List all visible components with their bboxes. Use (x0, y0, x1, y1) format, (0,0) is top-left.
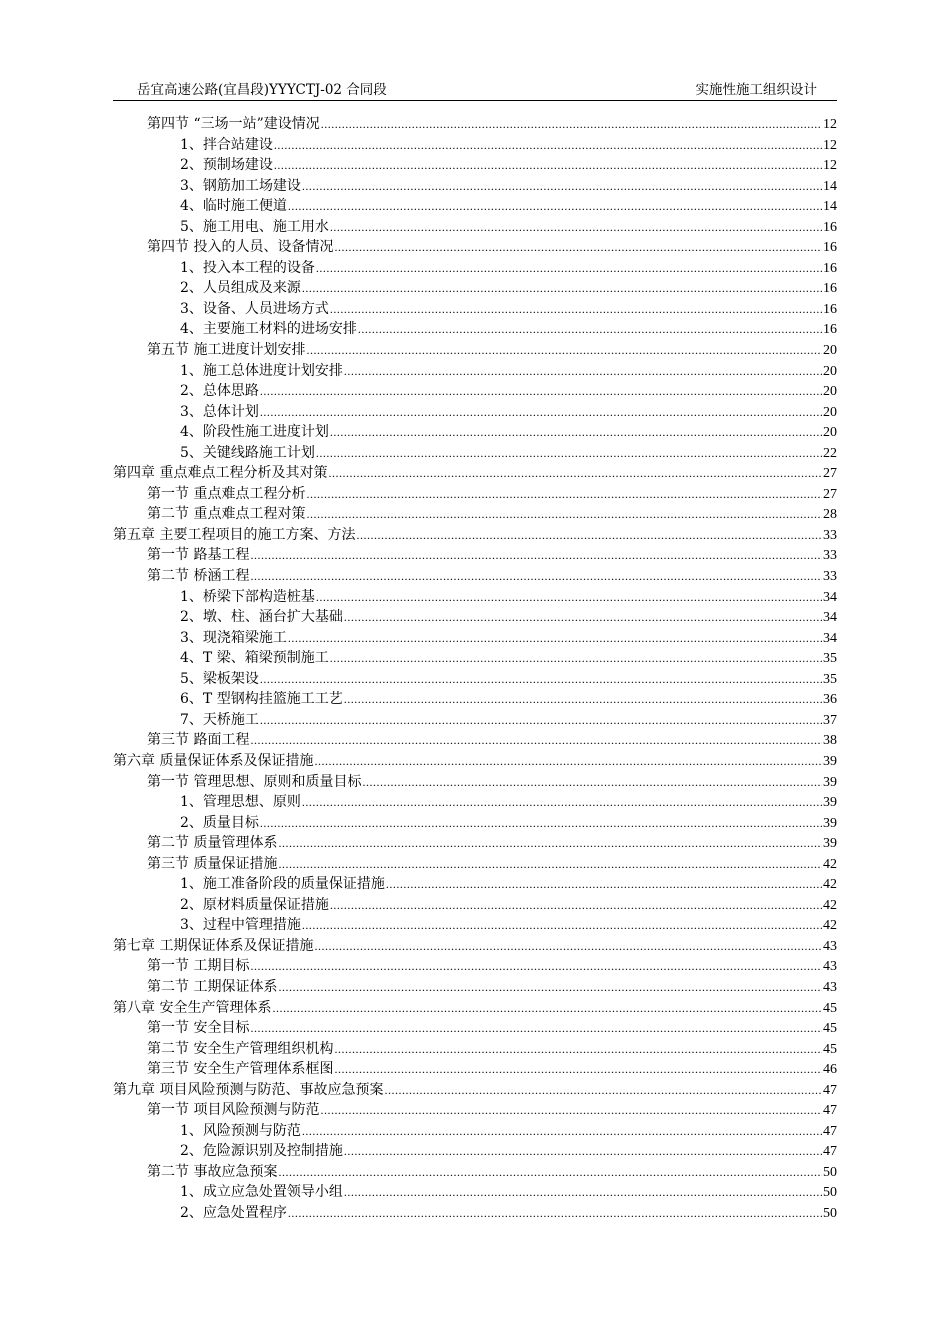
toc-entry-page-number: 35 (823, 671, 837, 687)
toc-section-entry[interactable] (113, 977, 837, 998)
toc-entry-title: 第五章 主要工程项目的施工方案、方法 (113, 526, 356, 543)
toc-dot-leader (321, 114, 822, 135)
toc-dot-leader (260, 813, 822, 834)
toc-chapter-entry[interactable] (113, 936, 837, 957)
toc-subsection-entry[interactable] (113, 1141, 837, 1162)
toc-entry-title: 2、墩、柱、涵台扩大基础 (180, 609, 343, 626)
toc-dot-leader (306, 340, 822, 361)
toc-entry-page-number: 16 (823, 260, 837, 276)
toc-dot-leader (260, 381, 822, 402)
toc-entry-title: 1、桥梁下部构造桩基 (180, 588, 315, 605)
toc-entry-page-number: 16 (823, 219, 837, 235)
toc-entry-title: 3、总体计划 (180, 403, 259, 420)
toc-entry-page-number: 42 (823, 877, 837, 893)
toc-entry-page-number: 37 (823, 712, 837, 728)
toc-dot-leader (316, 443, 822, 464)
toc-entry-page-number: 50 (823, 1185, 837, 1201)
toc-dot-leader (250, 956, 822, 977)
toc-entry-page-number: 42 (823, 918, 837, 934)
toc-chapter-entry[interactable] (113, 998, 837, 1019)
toc-section-entry[interactable] (113, 504, 837, 525)
toc-entry-title: 2、人员组成及来源 (180, 280, 301, 297)
toc-entry-title: 第一节 路基工程 (147, 547, 250, 564)
toc-subsection-entry[interactable] (113, 217, 837, 238)
toc-entry-page-number: 47 (823, 1144, 837, 1160)
toc-dot-leader (272, 998, 822, 1019)
toc-subsection-entry[interactable] (113, 689, 837, 710)
toc-entry-title: 第四节 “三场一站”建设情况 (147, 116, 320, 132)
toc-dot-leader (260, 710, 822, 731)
toc-entry-page-number: 22 (823, 445, 837, 461)
toc-dot-leader (288, 1203, 822, 1224)
toc-entry-title: 第二节 桥涵工程 (147, 568, 250, 585)
toc-subsection-entry[interactable] (113, 402, 837, 423)
toc-entry-page-number: 47 (823, 1103, 837, 1119)
toc-subsection-entry[interactable] (113, 422, 837, 443)
toc-entry-title: 2、危险源识别及控制措施 (180, 1143, 343, 1160)
toc-dot-leader (278, 854, 822, 875)
toc-dot-leader (330, 895, 822, 916)
toc-entry-title: 第九章 项目风险预测与防范、事故应急预案 (113, 1081, 384, 1098)
toc-subsection-entry[interactable] (113, 710, 837, 731)
toc-entry-title: 2、总体思路 (180, 383, 259, 400)
toc-entry-title: 3、钢筋加工场建设 (180, 177, 301, 194)
toc-entry-title: 1、投入本工程的设备 (180, 259, 315, 276)
toc-entry-page-number: 16 (823, 301, 837, 317)
toc-dot-leader (302, 278, 822, 299)
toc-section-entry[interactable] (113, 854, 837, 875)
toc-entry-page-number: 50 (823, 1205, 837, 1221)
toc-chapter-entry[interactable] (113, 525, 837, 546)
toc-entry-page-number: 28 (823, 507, 837, 523)
toc-dot-leader (274, 155, 822, 176)
toc-chapter-entry[interactable] (113, 1080, 837, 1101)
toc-section-entry[interactable] (113, 730, 837, 751)
toc-entry-page-number: 43 (823, 938, 837, 954)
toc-entry-title: 第一节 管理思想、原则和质量目标 (147, 773, 362, 790)
toc-entry-page-number: 34 (823, 630, 837, 646)
toc-entry-title: 第一节 安全目标 (147, 1020, 250, 1037)
toc-subsection-entry[interactable] (113, 361, 837, 382)
toc-subsection-entry[interactable] (113, 813, 837, 834)
toc-entry-page-number: 39 (823, 774, 837, 790)
toc-section-entry[interactable] (113, 1039, 837, 1060)
toc-dot-leader (344, 1141, 822, 1162)
toc-entry-page-number: 47 (823, 1123, 837, 1139)
toc-entry-title: 4、T 梁、箱梁预制施工 (180, 650, 329, 667)
table-of-contents (113, 114, 837, 1224)
toc-entry-title: 5、关键线路施工计划 (180, 444, 315, 461)
toc-entry-title: 第二节 工期保证体系 (147, 978, 278, 995)
toc-entry-page-number: 33 (823, 569, 837, 585)
toc-subsection-entry[interactable] (113, 319, 837, 340)
toc-dot-leader (330, 422, 822, 443)
toc-subsection-entry[interactable] (113, 669, 837, 690)
toc-entry-page-number: 43 (823, 959, 837, 975)
toc-entry-title: 3、设备、人员进场方式 (180, 300, 329, 317)
toc-entry-page-number: 20 (823, 425, 837, 441)
toc-entry-title: 3、过程中管理措施 (180, 917, 301, 934)
toc-dot-leader (278, 977, 822, 998)
toc-dot-leader (302, 792, 822, 813)
toc-subsection-entry[interactable] (113, 443, 837, 464)
toc-dot-leader (344, 361, 822, 382)
toc-entry-title: 第三节 质量保证措施 (147, 855, 278, 872)
toc-dot-leader (250, 545, 822, 566)
toc-section-entry[interactable] (113, 340, 837, 361)
toc-entry-page-number: 33 (823, 527, 837, 543)
page-header (113, 82, 837, 101)
toc-entry-page-number: 43 (823, 979, 837, 995)
toc-entry-page-number: 27 (823, 486, 837, 502)
toc-dot-leader (334, 1059, 822, 1080)
toc-dot-leader (278, 1162, 822, 1183)
toc-dot-leader (334, 237, 822, 258)
toc-dot-leader (306, 504, 822, 525)
toc-entry-title: 第四章 重点难点工程分析及其对策 (113, 465, 328, 482)
toc-subsection-entry[interactable] (113, 587, 837, 608)
toc-dot-leader (260, 402, 822, 423)
toc-dot-leader (302, 1121, 822, 1142)
toc-entry-title: 4、主要施工材料的进场安排 (180, 321, 357, 338)
toc-subsection-entry[interactable] (113, 258, 837, 279)
toc-dot-leader (330, 217, 822, 238)
toc-entry-page-number: 16 (823, 240, 837, 256)
toc-dot-leader (362, 772, 822, 793)
toc-subsection-entry[interactable] (113, 155, 837, 176)
toc-dot-leader (302, 915, 822, 936)
toc-entry-title: 第四节 投入的人员、设备情况 (147, 239, 334, 256)
toc-dot-leader (316, 587, 822, 608)
toc-entry-page-number: 20 (823, 343, 837, 359)
toc-entry-page-number: 38 (823, 733, 837, 749)
toc-subsection-entry[interactable] (113, 915, 837, 936)
toc-entry-page-number: 39 (823, 753, 837, 769)
toc-entry-title: 第八章 安全生产管理体系 (113, 999, 272, 1016)
toc-entry-title: 第六章 质量保证体系及保证措施 (113, 752, 314, 769)
toc-entry-title: 第五节 施工进度计划安排 (147, 342, 306, 359)
toc-entry-page-number: 12 (823, 158, 837, 174)
toc-dot-leader (358, 319, 822, 340)
toc-dot-leader (288, 196, 822, 217)
toc-entry-title: 7、天桥施工 (180, 711, 259, 728)
toc-entry-title: 2、质量目标 (180, 814, 259, 831)
toc-entry-title: 1、成立应急处置领导小组 (180, 1184, 343, 1201)
toc-entry-title: 5、施工用电、施工用水 (180, 218, 329, 235)
toc-subsection-entry[interactable] (113, 299, 837, 320)
toc-chapter-entry[interactable] (113, 751, 837, 772)
toc-entry-title: 第二节 安全生产管理组织机构 (147, 1040, 334, 1057)
toc-entry-page-number: 12 (823, 137, 837, 153)
toc-entry-title: 2、应急处置程序 (180, 1204, 287, 1221)
toc-dot-leader (330, 299, 822, 320)
toc-dot-leader (250, 1018, 822, 1039)
toc-entry-page-number: 33 (823, 548, 837, 564)
toc-entry-title: 第二节 事故应急预案 (147, 1163, 278, 1180)
toc-dot-leader (288, 628, 822, 649)
toc-subsection-entry[interactable] (113, 895, 837, 916)
toc-entry-page-number: 39 (823, 836, 837, 852)
toc-dot-leader (278, 833, 822, 854)
toc-dot-leader (344, 689, 822, 710)
toc-entry-title: 2、预制场建设 (180, 157, 273, 174)
header-document-title: 实施性施工组织设计 (695, 82, 817, 98)
toc-entry-title: 4、临时施工便道 (180, 198, 287, 215)
toc-entry-title: 第一节 重点难点工程分析 (147, 485, 306, 502)
toc-section-entry[interactable] (113, 833, 837, 854)
toc-entry-page-number: 45 (823, 1021, 837, 1037)
toc-entry-page-number: 39 (823, 815, 837, 831)
toc-dot-leader (316, 258, 822, 279)
toc-dot-leader (328, 463, 822, 484)
toc-dot-leader (330, 648, 822, 669)
toc-entry-title: 1、风险预测与防范 (180, 1122, 301, 1139)
toc-dot-leader (334, 1039, 822, 1060)
toc-entry-page-number: 20 (823, 384, 837, 400)
toc-entry-page-number: 39 (823, 795, 837, 811)
toc-entry-page-number: 34 (823, 610, 837, 626)
toc-entry-page-number: 12 (823, 117, 837, 132)
toc-dot-leader (274, 135, 822, 156)
toc-dot-leader (344, 607, 822, 628)
toc-subsection-entry[interactable] (113, 176, 837, 197)
toc-entry-title: 第三节 路面工程 (147, 732, 250, 749)
toc-entry-page-number: 14 (823, 178, 837, 194)
toc-entry-title: 1、管理思想、原则 (180, 794, 301, 811)
toc-dot-leader (314, 751, 822, 772)
toc-subsection-entry[interactable] (113, 1182, 837, 1203)
toc-entry-title: 第三节 安全生产管理体系框图 (147, 1061, 334, 1078)
toc-dot-leader (250, 730, 822, 751)
toc-dot-leader (356, 525, 822, 546)
toc-subsection-entry[interactable] (113, 196, 837, 217)
toc-entry-page-number: 16 (823, 322, 837, 338)
toc-chapter-entry[interactable] (113, 463, 837, 484)
toc-entry-page-number: 36 (823, 692, 837, 708)
toc-entry-page-number: 47 (823, 1082, 837, 1098)
toc-entry-page-number: 50 (823, 1164, 837, 1180)
toc-entry-title: 4、阶段性施工进度计划 (180, 424, 329, 441)
toc-dot-leader (314, 936, 822, 957)
toc-section-entry[interactable] (113, 484, 837, 505)
toc-dot-leader (306, 484, 822, 505)
toc-entry-page-number: 45 (823, 1000, 837, 1016)
toc-dot-leader (302, 176, 822, 197)
toc-subsection-entry[interactable] (113, 1121, 837, 1142)
toc-entry-title: 第二节 重点难点工程对策 (147, 506, 306, 523)
toc-section-entry[interactable] (113, 114, 837, 135)
toc-subsection-entry[interactable] (113, 135, 837, 156)
toc-dot-leader (260, 669, 822, 690)
toc-subsection-entry[interactable] (113, 381, 837, 402)
toc-entry-page-number: 20 (823, 404, 837, 420)
toc-section-entry[interactable] (113, 545, 837, 566)
toc-entry-title: 1、拌合站建设 (180, 136, 273, 153)
toc-subsection-entry[interactable] (113, 648, 837, 669)
toc-entry-page-number: 45 (823, 1041, 837, 1057)
toc-entry-title: 1、施工总体进度计划安排 (180, 362, 343, 379)
toc-section-entry[interactable] (113, 772, 837, 793)
toc-entry-title: 3、现浇箱梁施工 (180, 629, 287, 646)
toc-section-entry[interactable] (113, 1100, 837, 1121)
toc-section-entry[interactable] (113, 1162, 837, 1183)
toc-section-entry[interactable] (113, 237, 837, 258)
toc-subsection-entry[interactable] (113, 874, 837, 895)
toc-entry-page-number: 27 (823, 466, 837, 482)
toc-entry-title: 第一节 工期目标 (147, 958, 250, 975)
toc-entry-title: 第二节 质量管理体系 (147, 835, 278, 852)
toc-entry-title: 1、施工准备阶段的质量保证措施 (180, 876, 385, 893)
toc-subsection-entry[interactable] (113, 1203, 837, 1224)
toc-subsection-entry[interactable] (113, 792, 837, 813)
toc-entry-page-number: 16 (823, 281, 837, 297)
toc-entry-page-number: 42 (823, 856, 837, 872)
toc-entry-page-number: 14 (823, 199, 837, 215)
toc-dot-leader (384, 1080, 822, 1101)
toc-entry-page-number: 46 (823, 1062, 837, 1078)
toc-entry-title: 5、梁板架设 (180, 670, 259, 687)
toc-entry-title: 6、T 型钢构挂篮施工工艺 (180, 691, 343, 708)
toc-subsection-entry[interactable] (113, 607, 837, 628)
toc-section-entry[interactable] (113, 1059, 837, 1080)
toc-entry-page-number: 35 (823, 651, 837, 667)
toc-dot-leader (344, 1182, 822, 1203)
toc-dot-leader (320, 1100, 822, 1121)
toc-section-entry[interactable] (113, 566, 837, 587)
toc-section-entry[interactable] (113, 1018, 837, 1039)
toc-subsection-entry[interactable] (113, 628, 837, 649)
toc-entry-title: 第一节 项目风险预测与防范 (147, 1102, 320, 1119)
toc-entry-title: 第七章 工期保证体系及保证措施 (113, 937, 314, 954)
toc-entry-title: 2、原材料质量保证措施 (180, 896, 329, 913)
toc-dot-leader (386, 874, 822, 895)
toc-section-entry[interactable] (113, 956, 837, 977)
toc-entry-page-number: 20 (823, 363, 837, 379)
toc-subsection-entry[interactable] (113, 278, 837, 299)
header-project-title: 岳宜高速公路(宜昌段)YYYCTJ-02 合同段 (137, 82, 387, 98)
toc-entry-page-number: 42 (823, 897, 837, 913)
toc-dot-leader (250, 566, 822, 587)
toc-entry-page-number: 34 (823, 589, 837, 605)
